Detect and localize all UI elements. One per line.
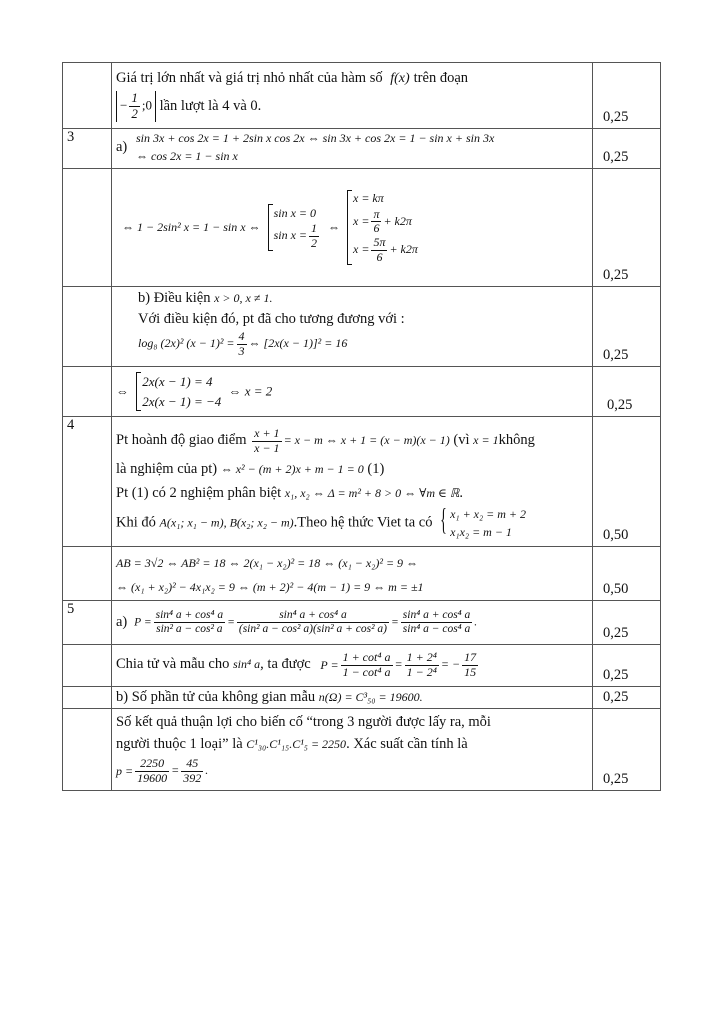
content-cell (112, 287, 593, 367)
math-expression: sin⁴ a − cos⁴ a (402, 623, 471, 635)
math-expression: (sin² a − cos² a)(sin² a + cos² a) (238, 623, 388, 635)
math-expression: π (373, 206, 380, 221)
content-text: không (498, 432, 535, 448)
content-text: Số kết quả thuận lợi cho biến cố “trong 3 người được lấy ra, mỗi (116, 714, 491, 730)
math-expression: ;0 (141, 97, 152, 113)
answer-table (62, 62, 661, 791)
content-text: (vì (453, 432, 470, 448)
math-expression: ⇔ x = 2 (228, 383, 273, 399)
math-expression: x = (353, 242, 370, 257)
content-cell: a) P = $\frac{\text{sin⁴ a + cos⁴ a}}{\text{sin² a − cos² a}}$ = $\frac{\text{sin⁴ a + cos⁴ a}}{\text{(sin² a − cos² a)(sin² a + cos² a)}}$ = $\frac{\text{sin⁴ a + cos⁴ a}}{\text{sin⁴ a − cos⁴ a}}$ . (112, 601, 593, 645)
math-expression: 1 − 2⁴ (406, 665, 437, 679)
math-expression: C¹₃₀.C¹₁₅.C¹₅ = 2250 (246, 737, 347, 751)
math-expression: ⇔ (116, 383, 129, 399)
interval-expression (116, 91, 156, 122)
math-expression: 3 (238, 343, 245, 358)
math-expression: 1 (311, 221, 317, 236)
math-expression: sin⁴ a + cos⁴ a (237, 609, 389, 623)
math-expression: 1 − cot⁴ a (342, 665, 391, 679)
question-number (63, 709, 112, 791)
table-row (63, 129, 661, 169)
content-text: Khi đó (116, 514, 156, 531)
content-text: trên đoạn (413, 70, 469, 86)
score: 0,25 (593, 645, 661, 687)
math-expression: + k2π (383, 213, 412, 228)
math-expression: 5π (373, 235, 386, 250)
math-expression: x₁x₂ = m − 1 (450, 525, 512, 539)
content-cell (112, 169, 593, 287)
part-label: b) Điều kiện (138, 290, 211, 306)
math-expression: 2x(x − 1) = 4 (142, 374, 213, 389)
math-expression: sin⁴ a + cos⁴ a (401, 609, 473, 623)
math-expression: P = (134, 616, 152, 629)
math-expression: ⇔ cos 2x = 1 − sin x (136, 149, 238, 163)
math-expression: ⇔ 1 − 2sin² x = 1 − sin x ⇔ (122, 220, 261, 234)
math-expression: AB = 3√2 ⇔ AB² = 18 ⇔ 2(x₁ − x₂)² = 18 ⇔ (x₁ − x₂)² = 9 ⇔ (116, 556, 419, 570)
content-text: Chia tử và mẫu cho (116, 656, 230, 673)
math-expression: sin⁴ a (232, 657, 261, 672)
content-text: Pt (1) có 2 nghiệm phân biệt (116, 485, 282, 501)
math-expression: x₁, x₂ ⇔ Δ = m² + 8 > 0 ⇔ ∀m ∈ ℝ (284, 486, 460, 500)
math-expression: sin x = (273, 228, 307, 243)
math-expression: 6 (373, 221, 380, 236)
question-number (63, 169, 112, 287)
math-expression: { x₁ + x₂ = m + 2 (450, 507, 527, 521)
math-expression: 2x(x − 1) = −4 (142, 393, 222, 409)
math-expression: 2 (131, 105, 138, 121)
math-expression: . (474, 616, 478, 629)
content-cell (112, 417, 593, 547)
table-row (63, 687, 661, 709)
math-expression: = − (440, 657, 461, 672)
math-expression: 19600 (137, 770, 168, 785)
table-row (63, 601, 661, 645)
math-expression: sin x = 0 (273, 206, 316, 221)
question-number: 3 (63, 129, 112, 169)
content-text: .Theo hệ thức Viet ta có (293, 514, 433, 531)
math-expression: x = kπ (353, 191, 384, 206)
content-cell: Số kết quả thuận lợi cho biến cố “trong 3 người được lấy ra, mỗi người thuộc 1 loại” là C¹₃₀.C¹₁₅.C¹₅ = 2250. Xác suất cần tính là p = $\frac{2250}{19600}$ = $\frac{45}{392}$ . (112, 709, 593, 791)
part-label: a) (116, 139, 128, 155)
question-number (63, 287, 112, 367)
math-expression: n(Ω) = C³₅₀ = 19600. (318, 690, 423, 704)
math-expression: 4 (238, 329, 245, 343)
math-expression: + k2π (389, 242, 418, 257)
math-expression: P = (320, 658, 339, 672)
math-expression: sin² a − cos² a (156, 623, 223, 635)
question-number (63, 547, 112, 601)
math-expression: 2250 (135, 757, 169, 772)
math-expression: ⇔ (x₁ + x₂)² − 4x₁x₂ = 9 ⇔ (m + 2)² − 4(m − 1) = 9 ⇔ m = ±1 (116, 580, 424, 594)
trig-solution (116, 190, 588, 265)
table-row (63, 169, 661, 287)
table-row (63, 287, 661, 367)
content-text: . Xác suất cần tính là (346, 736, 468, 752)
math-expression: 15 (464, 665, 477, 679)
content-text: là nghiệm của pt) (116, 461, 218, 477)
math-expression: ⇔ [2x(x − 1)]² = 16 (248, 336, 348, 351)
question-number (63, 687, 112, 709)
math-expression: ⇔ (328, 220, 340, 234)
table-row (63, 645, 661, 687)
table-row (63, 367, 661, 417)
score: 0,25 (593, 63, 661, 129)
math-expression: log₈ (2x)² (x − 1)² = (138, 336, 235, 351)
score: 0,25 (593, 169, 661, 287)
content-cell (112, 547, 593, 601)
score: 0,25 (593, 367, 661, 417)
content-text: (1) (367, 461, 385, 477)
math-expression: 17 (464, 650, 477, 665)
math-expression: f(x) (390, 71, 410, 86)
bracket-system (136, 372, 221, 411)
table-row (63, 547, 661, 601)
fraction (129, 91, 140, 122)
math-expression: A(x₁; x₁ − m), B(x₂; x₂ − m) (159, 515, 294, 530)
score: 0,50 (593, 547, 661, 601)
viet-system (440, 505, 526, 541)
content-cell (112, 129, 593, 169)
math-expression: ⇔ x² − (m + 2)x + m − 1 = 0 (220, 462, 364, 476)
content-cell (112, 687, 593, 709)
math-expression: sin 3x + cos 2x = 1 + 2sin x cos 2x ⇔ sin 3x + cos 2x = 1 − sin x + sin 3x (136, 131, 495, 145)
content-text: lần lượt là 4 và 0. (159, 97, 262, 114)
content-text: , ta được (260, 656, 311, 673)
math-expression: 1 (131, 90, 138, 105)
question-number (63, 63, 112, 129)
question-number: 5 (63, 601, 112, 645)
math-expression: 45 (181, 757, 203, 772)
score: 0,50 (593, 417, 661, 547)
content-cell (112, 367, 593, 417)
math-expression: sin⁴ a + cos⁴ a (154, 609, 226, 623)
question-number (63, 645, 112, 687)
score: 0,25 (593, 129, 661, 169)
bracket-system (347, 190, 418, 265)
math-expression: x = 1 (473, 433, 499, 447)
question-number (63, 367, 112, 417)
math-expression: = x − m ⇔ x + 1 = (x − m)(x − 1) (283, 433, 450, 447)
math-expression: 392 (183, 770, 202, 785)
math-expression: x = (353, 213, 370, 228)
math-expression: . (205, 763, 209, 778)
content-cell: Chia tử và mẫu cho sin⁴ a, ta được P = $\frac{\text{1 + cot⁴ a}}{\text{1 − cot⁴ a}}$ = $\frac{\text{1 + 2⁴}}{\text{1 − 2⁴}}$ = − $\frac{17}{15}$ (112, 645, 593, 687)
part-label: a) (116, 614, 128, 630)
math-expression: 2 (311, 236, 317, 250)
math-expression: 1 + 2⁴ (406, 650, 437, 665)
math-expression: − (120, 97, 128, 113)
score: 0,25 (593, 287, 661, 367)
score: 0,25 (593, 687, 661, 709)
content-text: b) Số phần tử của không gian mẫu (116, 689, 316, 705)
bracket-system (268, 204, 321, 251)
table-row (63, 63, 661, 129)
table-row (63, 417, 661, 547)
math-expression: x + 1 (254, 425, 280, 440)
table-row (63, 709, 661, 791)
content-text: . (459, 485, 464, 501)
content-text: Với điều kiện đó, pt đã cho tương đương với : (138, 311, 405, 327)
content-cell (112, 63, 593, 129)
score: 0,25 (593, 601, 661, 645)
content-text: người thuộc 1 loại” là (116, 736, 243, 752)
math-expression: 1 + cot⁴ a (342, 650, 391, 665)
content-text: Pt hoành độ giao điểm (116, 432, 247, 448)
question-number: 4 (63, 417, 112, 547)
math-expression: x > 0, x ≠ 1. (214, 291, 273, 305)
math-expression: x − 1 (254, 440, 280, 455)
score: 0,25 (593, 709, 661, 791)
math-expression: p = (116, 763, 134, 778)
content-text: Giá trị lớn nhất và giá trị nhỏ nhất của hàm số (116, 70, 383, 86)
math-expression: 6 (376, 249, 383, 264)
